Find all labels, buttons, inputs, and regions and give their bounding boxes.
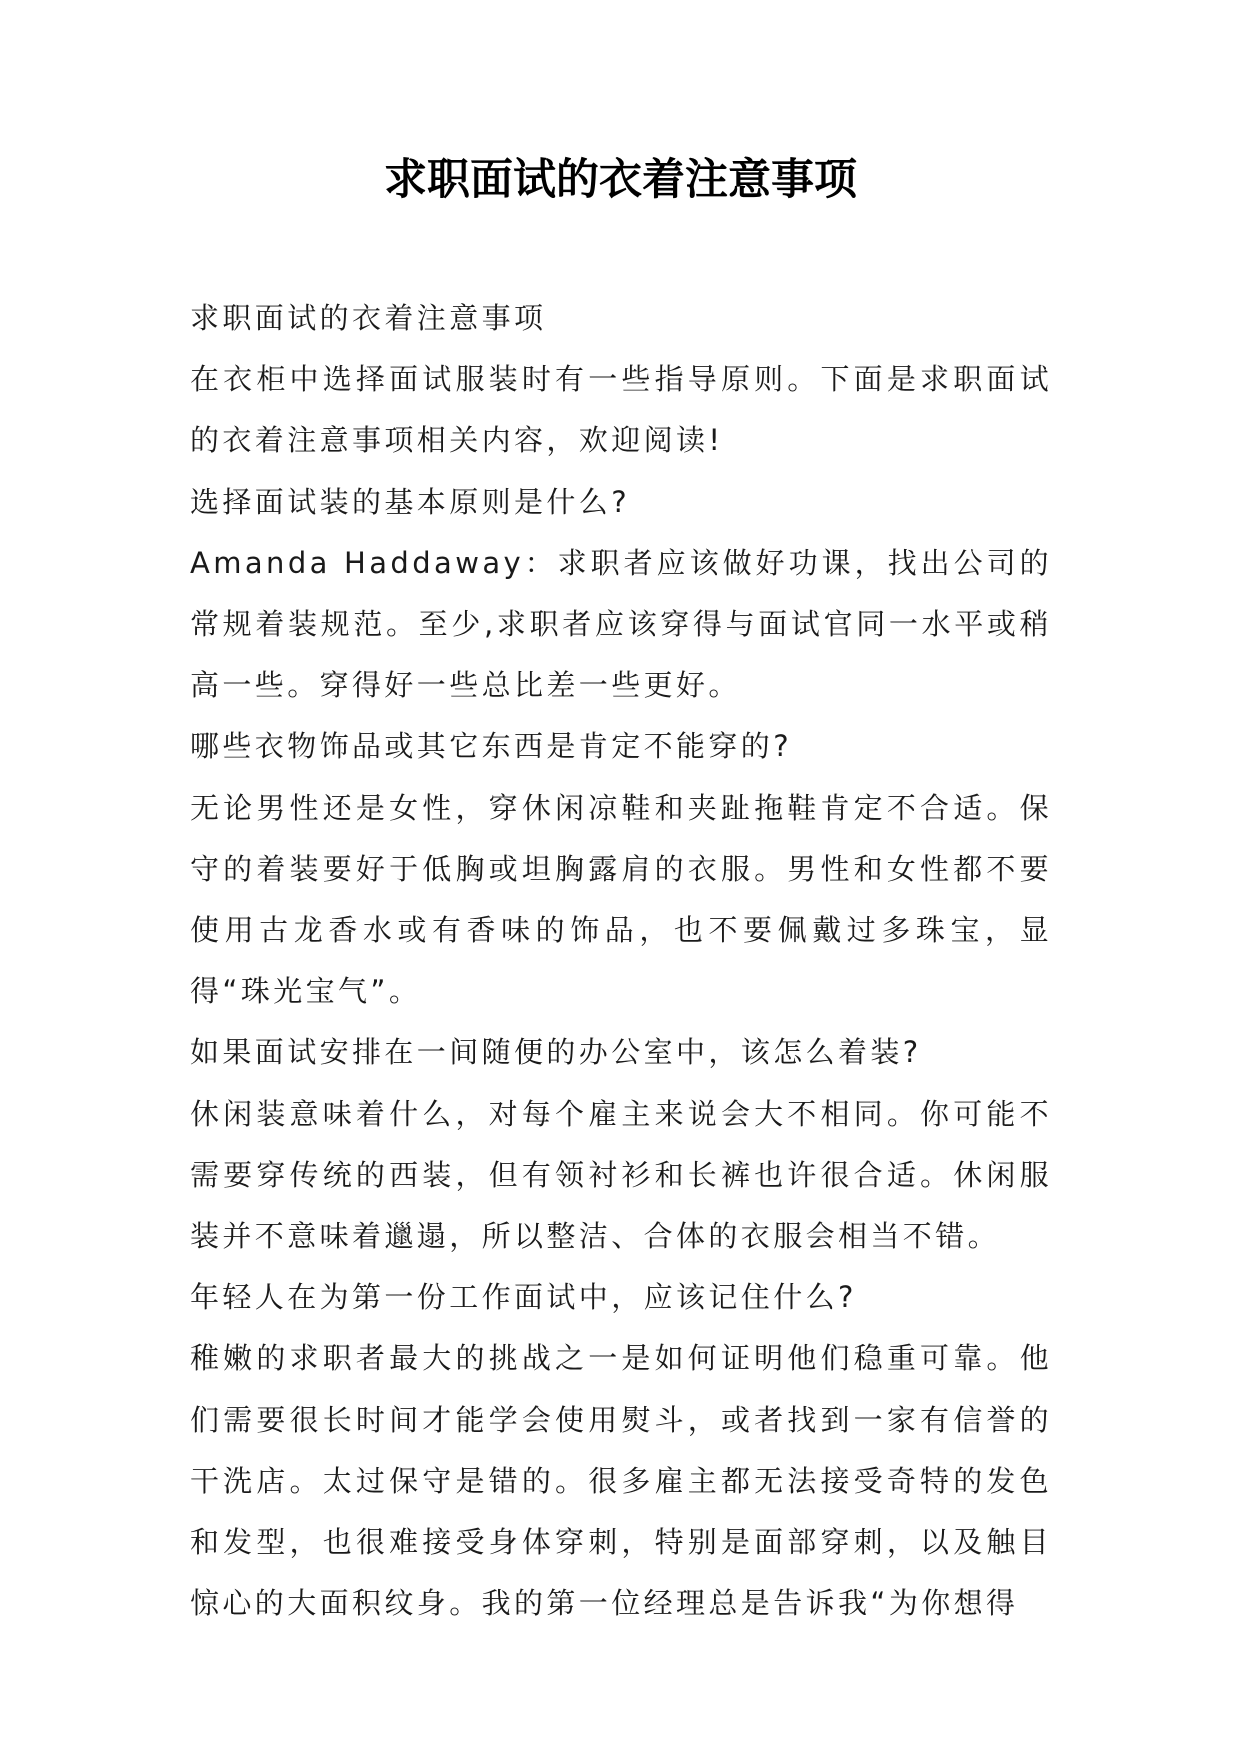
answer-forbidden-items: 无论男性还是女性，穿休闲凉鞋和夹趾拖鞋肯定不合适。保守的着装要好于低胸或坦胸露肩的衣服。男性和女性都不要使用古龙香水或有香味的饰品，也不要佩戴过多珠宝，显得“珠光宝气”。 bbox=[190, 790, 1052, 1009]
document-body bbox=[190, 288, 1052, 1634]
document-title: 求职面试的衣着注意事项 bbox=[384, 155, 857, 205]
answer-casual-office: 休闲装意味着什么，对每个雇主来说会大不相同。你可能不需要穿传统的西装，但有领衬衫和长裤也许很合适。休闲服装并不意味着邋遢，所以整洁、合体的衣服会相当不错。 bbox=[190, 1096, 1052, 1254]
answer-basic-principles: Amanda Haddaway：求职者应该做好功课，找出公司的常规着装规范。至少,求职者应该穿得与面试官同一水平或稍高一些。穿得好一些总比差一些更好。 bbox=[190, 545, 1052, 703]
question-casual-office: 如果面试安排在一间随便的办公室中，该怎么着装? bbox=[190, 1035, 922, 1070]
question-first-job: 年轻人在为第一份工作面试中，应该记住什么? bbox=[190, 1280, 857, 1315]
answer-first-job: 稚嫩的求职者最大的挑战之一是如何证明他们稳重可靠。他们需要很长时间才能学会使用熨斗，或者找到一家有信誉的干洗店。太过保守是错的。很多雇主都无法接受奇特的发色和发型，也很难接受身体穿刺，特别是面部穿刺，以及触目惊心的大面积纹身。我的第一位经理总是告诉我“为你想得 bbox=[190, 1341, 1052, 1621]
question-forbidden-items: 哪些衣物饰品或其它东西是肯定不能穿的? bbox=[190, 729, 792, 764]
paragraph-intro: 在衣柜中选择面试服装时有一些指导原则。下面是求职面试的衣着注意事项相关内容，欢迎阅读! bbox=[190, 362, 1052, 458]
question-basic-principles: 选择面试装的基本原则是什么? bbox=[190, 484, 630, 519]
paragraph-subtitle: 求职面试的衣着注意事项 bbox=[190, 301, 547, 335]
